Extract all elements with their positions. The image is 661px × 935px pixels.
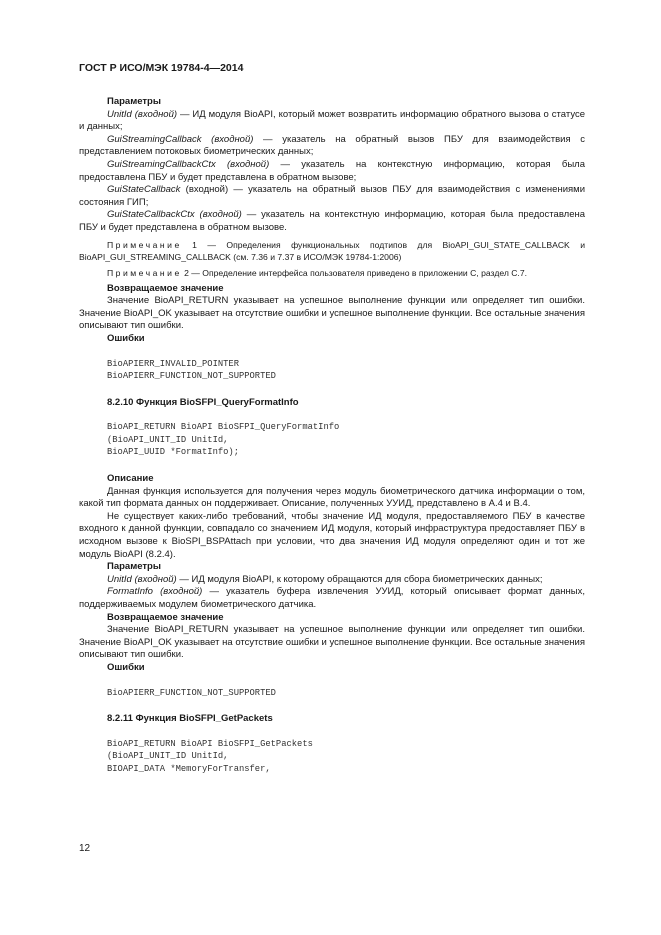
description-paragraph: Не существует каких-либо требований, чтобы значение ИД модуля, предоставляемого ПБУ в качестве входного к данной функции, совпадало со значением ИД модуля, который инфраструктура предоставляет ПБУ в исходном вызове к BioSPI_BSPAttach при условии, что два значения ИД модуля определяют один и тот же модуль BioAPI (8.2.4). (79, 510, 585, 560)
param-item (79, 109, 585, 134)
error-code: BioAPIERR_FUNCTION_NOT_SUPPORTED (107, 371, 276, 382)
param-desc: — указатель буфера извлечения УУИД, который описывает формат данных, поддерживаемых модулем биометрического датчика. (79, 586, 585, 610)
code-line: BioAPI_RETURN BioAPI BioSFPI_QueryFormatInfo (107, 422, 340, 433)
param-name: GuiStreamingCallbackCtx (входной) (107, 158, 270, 170)
code-line: BioAPI_RETURN BioAPI BioSFPI_GetPackets (107, 738, 313, 749)
param-desc: — ИД модуля BioAPI, к которому обращаются для сбора биометрических данных; (176, 573, 543, 585)
error-code: BioAPIERR_FUNCTION_NOT_SUPPORTED (107, 687, 276, 698)
note-label: Примечание (107, 239, 182, 250)
param-desc: — указатель на обратный вызов ПБУ для взаимодействия с представлением потоковых биометрических данных; (79, 133, 585, 158)
param-item (79, 184, 585, 209)
param-name: GuiStreamingCallback (входной) (107, 133, 254, 145)
param-name: FormatInfo (входной) (107, 586, 203, 598)
errors-heading: Ошибки (107, 661, 145, 673)
param-item (79, 159, 585, 184)
section-title: 8.2.11 Функция BioSFPI_GetPackets (107, 713, 273, 725)
description-heading: Описание (107, 473, 154, 485)
code-line: (BioAPI_UNIT_ID UnitId, (107, 751, 229, 762)
note-text: 2 — Определение интерфейса пользователя приведено в приложении С, раздел С.7. (181, 267, 527, 278)
description-paragraph: Данная функция используется для получения через модуль биометрического датчика информации о том, какой тип формата данных он поддерживает. Описание, полученных УУИД, представлено в А.4 и В.4. (79, 485, 585, 510)
param-name: GuiStateCallbackCtx (входной) (107, 209, 242, 221)
note (79, 267, 585, 279)
return-heading: Возвращаемое значение (107, 611, 224, 623)
section-title: 8.2.10 Функция BioSFPI_QueryFormatInfo (107, 396, 299, 408)
param-desc: — ИД модуля BioAPI, который может возвратить информацию обратного вызова о статусе и данных; (79, 108, 585, 133)
return-text: Значение BioAPI_RETURN указывает на успешное выполнение функции или определяет тип ошибки. Значение BioAPI_OK указывает на отсутствие ошибки и успешное выполнение функции. Все остальные значения описывают тип ошибки. (79, 624, 585, 661)
param-name: UnitId (входной) (107, 573, 177, 585)
code-line: (BioAPI_UNIT_ID UnitId, (107, 434, 229, 445)
note (79, 239, 585, 263)
note-text: 1 — Определения функциональных подтипов для BioAPI_GUI_STATE_CALLBACK и BioAPI_GUI_STREAMING_CALLBACK (см. 7.36 и 7.37 в ИСО/МЭК 19784-1:2006) (79, 239, 585, 262)
return-heading: Возвращаемое значение (107, 282, 224, 294)
param-desc: — указатель на обратный вызов ПБУ для взаимодействия с изменениями состояния ГИП; (79, 184, 585, 208)
return-text: Значение BioAPI_RETURN указывает на успешное выполнение функции или определяет тип ошибки. Значение BioAPI_OK указывает на отсутствие ошибки и успешное выполнение функции. Все остальные значения описывают тип ошибки. (79, 295, 585, 332)
code-line: BioAPI_UUID *FormatInfo); (107, 447, 239, 458)
param-item (79, 586, 585, 611)
note-label: Примечание (107, 267, 182, 278)
code-line: BIOAPI_DATA *MemoryForTransfer, (107, 763, 271, 774)
params-heading: Параметры (107, 96, 161, 107)
param-name: GuiStateCallback (107, 184, 181, 196)
param-item (79, 209, 585, 234)
param-item (79, 574, 585, 587)
param-desc: — указатель на контекстную информацию, которая была предоставлена ПБУ и будет представлена в обратном вызове. (79, 209, 586, 233)
errors-heading: Ошибки (107, 332, 145, 344)
document-header: ГОСТ Р ИСО/МЭК 19784-4—2014 (79, 62, 244, 74)
error-code: BioAPIERR_INVALID_POINTER (107, 358, 239, 369)
params-heading: Параметры (107, 561, 161, 573)
param-desc: — указатель на контекстную информацию, которая была предоставлена ПБУ и будет представлена в обратном вызове; (79, 158, 585, 183)
param-item (79, 134, 585, 159)
page-number: 12 (79, 843, 91, 854)
param-name-suffix: (входной) (180, 184, 229, 196)
page-content (79, 96, 585, 776)
param-name: UnitId (входной) (107, 108, 178, 120)
